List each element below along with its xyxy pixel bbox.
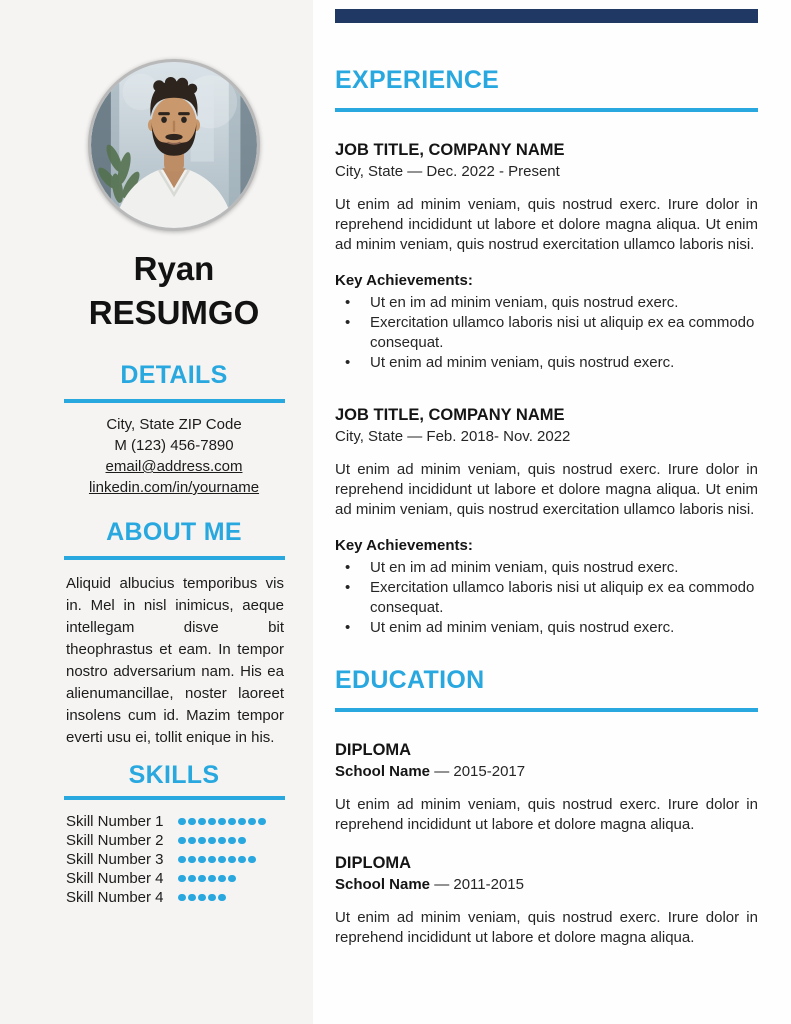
skill-dot <box>208 856 216 864</box>
diploma-degree: DIPLOMA <box>335 741 412 759</box>
achievement-item: • Exercitation ullamco laboris nisi ut aliquip ex ea commodo consequat. <box>335 578 758 618</box>
diploma-entry <box>335 740 758 835</box>
school-name: School Name <box>335 876 431 893</box>
diploma-dates: — 2015-2017 <box>434 763 526 780</box>
main-column <box>335 0 758 963</box>
skill-dot <box>248 856 256 864</box>
job-location-dates: City, State — Feb. 2018- Nov. 2022 <box>335 428 571 445</box>
skill-dot <box>208 875 216 883</box>
skill-row <box>66 831 312 850</box>
skills-divider <box>64 796 285 800</box>
skill-label: Skill Number 3 <box>66 851 164 868</box>
skill-dot <box>188 875 196 883</box>
skill-dot <box>188 894 196 902</box>
skill-dot <box>178 856 186 864</box>
diploma-summary: Ut enim ad minim veniam, quis nostrud exerc. Irure dolor in reprehend incididunt ut labore et dolore magna aliqua. <box>335 909 758 946</box>
skill-dot <box>228 818 236 826</box>
education-divider <box>335 708 758 712</box>
diploma-school-line <box>335 874 758 895</box>
skill-dot <box>188 856 196 864</box>
skill-dot <box>218 875 226 883</box>
job-summary: Ut enim ad minim veniam, quis nostrud exerc. Irure dolor in reprehend incididunt ut labore et dolore magna aliqua. Ut enim ad minim veniam, quis nostrud exercitation ullamco laboris nisi. <box>335 196 758 253</box>
skill-level-dots <box>178 837 246 845</box>
skill-dot <box>178 894 186 902</box>
skill-dot <box>178 837 186 845</box>
about-divider <box>64 556 285 560</box>
experience-divider <box>335 108 758 112</box>
skill-dot <box>188 837 196 845</box>
skill-dot <box>198 856 206 864</box>
skill-dot <box>208 818 216 826</box>
job-entry <box>335 140 758 373</box>
details-divider <box>64 399 285 403</box>
experience-section-title: EXPERIENCE <box>335 66 500 94</box>
sidebar-content <box>36 0 312 907</box>
details-section-title: DETAILS <box>120 361 228 389</box>
about-section-title: ABOUT ME <box>106 518 242 546</box>
linkedin-link[interactable]: linkedin.com/in/yourname <box>88 479 260 496</box>
skill-dot <box>238 818 246 826</box>
candidate-name <box>36 247 312 335</box>
skill-row <box>66 869 312 888</box>
skill-dot <box>238 856 246 864</box>
job-title: JOB TITLE, COMPANY NAME <box>335 141 565 159</box>
skill-dot <box>218 894 226 902</box>
diploma-summary: Ut enim ad minim veniam, quis nostrud exerc. Irure dolor in reprehend incididunt ut labore et dolore magna aliqua. <box>335 796 758 833</box>
job-title: JOB TITLE, COMPANY NAME <box>335 406 565 424</box>
skills-list <box>36 812 312 907</box>
achievement-item: • Ut enim ad minim veniam, quis nostrud exerc. <box>335 353 758 373</box>
skill-dot <box>218 818 226 826</box>
last-name: RESUMGO <box>88 294 260 331</box>
skills-section-title: SKILLS <box>128 761 220 789</box>
diploma-school-line <box>335 761 758 782</box>
email-link[interactable]: email@address.com <box>105 458 243 475</box>
skill-label: Skill Number 1 <box>66 813 164 830</box>
sidebar <box>0 0 313 1024</box>
details-list <box>36 414 312 498</box>
diploma-entry <box>335 853 758 948</box>
skill-dot <box>198 875 206 883</box>
skill-dot <box>258 818 266 826</box>
job-summary: Ut enim ad minim veniam, quis nostrud exerc. Irure dolor in reprehend incididunt ut labore et dolore magna aliqua. Ut enim ad minim veniam, quis nostrud exercitation ullamco laboris nisi. <box>335 461 758 518</box>
skill-dot <box>198 837 206 845</box>
achievements-label: Key Achievements: <box>335 272 473 289</box>
skill-dot <box>178 818 186 826</box>
skill-level-dots <box>178 856 256 864</box>
skill-dot <box>228 837 236 845</box>
achievement-item: • Ut en im ad minim veniam, quis nostrud exerc. <box>335 558 758 578</box>
diploma-degree: DIPLOMA <box>335 854 412 872</box>
achievements-list <box>335 558 758 638</box>
diploma-dates: — 2011-2015 <box>434 876 524 893</box>
skill-dot <box>208 894 216 902</box>
address-text: City, State ZIP Code <box>106 416 242 433</box>
achievement-item: • Exercitation ullamco laboris nisi ut aliquip ex ea commodo consequat. <box>335 313 758 353</box>
skill-label: Skill Number 4 <box>66 889 164 906</box>
achievements-label: Key Achievements: <box>335 537 473 554</box>
skill-row <box>66 850 312 869</box>
skill-dot <box>228 856 236 864</box>
about-text: Aliquid albucius temporibus vis in. Mel in nisl inimicus, aeque intellegam disve bit theophrastus et eam. In tempor nostro adversarium nam. His ea alienumancillae, noster laoreet insolens cum id. Mazim tempor everti usu ei, tollit enique in his. <box>66 575 284 746</box>
skill-level-dots <box>178 818 266 826</box>
skill-row <box>66 812 312 831</box>
skill-dot <box>218 856 226 864</box>
skill-level-dots <box>178 875 236 883</box>
achievement-item: • Ut en im ad minim veniam, quis nostrud exerc. <box>335 293 758 313</box>
job-entry <box>335 405 758 638</box>
skill-dot <box>228 875 236 883</box>
skill-row <box>66 888 312 907</box>
profile-photo <box>88 59 260 231</box>
phone-text: M (123) 456-7890 <box>114 437 234 454</box>
skill-label: Skill Number 2 <box>66 832 164 849</box>
skill-dot <box>238 837 246 845</box>
school-name: School Name <box>335 763 431 780</box>
skill-label: Skill Number 4 <box>66 870 164 887</box>
first-name: Ryan <box>133 250 215 287</box>
skill-dot <box>178 875 186 883</box>
skill-dot <box>198 818 206 826</box>
achievement-item: • Ut enim ad minim veniam, quis nostrud exerc. <box>335 618 758 638</box>
skill-dot <box>188 818 196 826</box>
achievements-list <box>335 293 758 373</box>
skill-dot <box>198 894 206 902</box>
person-portrait-illustration <box>91 62 257 228</box>
skill-dot <box>208 837 216 845</box>
job-location-dates: City, State — Dec. 2022 - Present <box>335 163 560 180</box>
skill-dot <box>218 837 226 845</box>
skill-dot <box>248 818 256 826</box>
skill-level-dots <box>178 894 226 902</box>
education-section-title: EDUCATION <box>335 666 485 694</box>
